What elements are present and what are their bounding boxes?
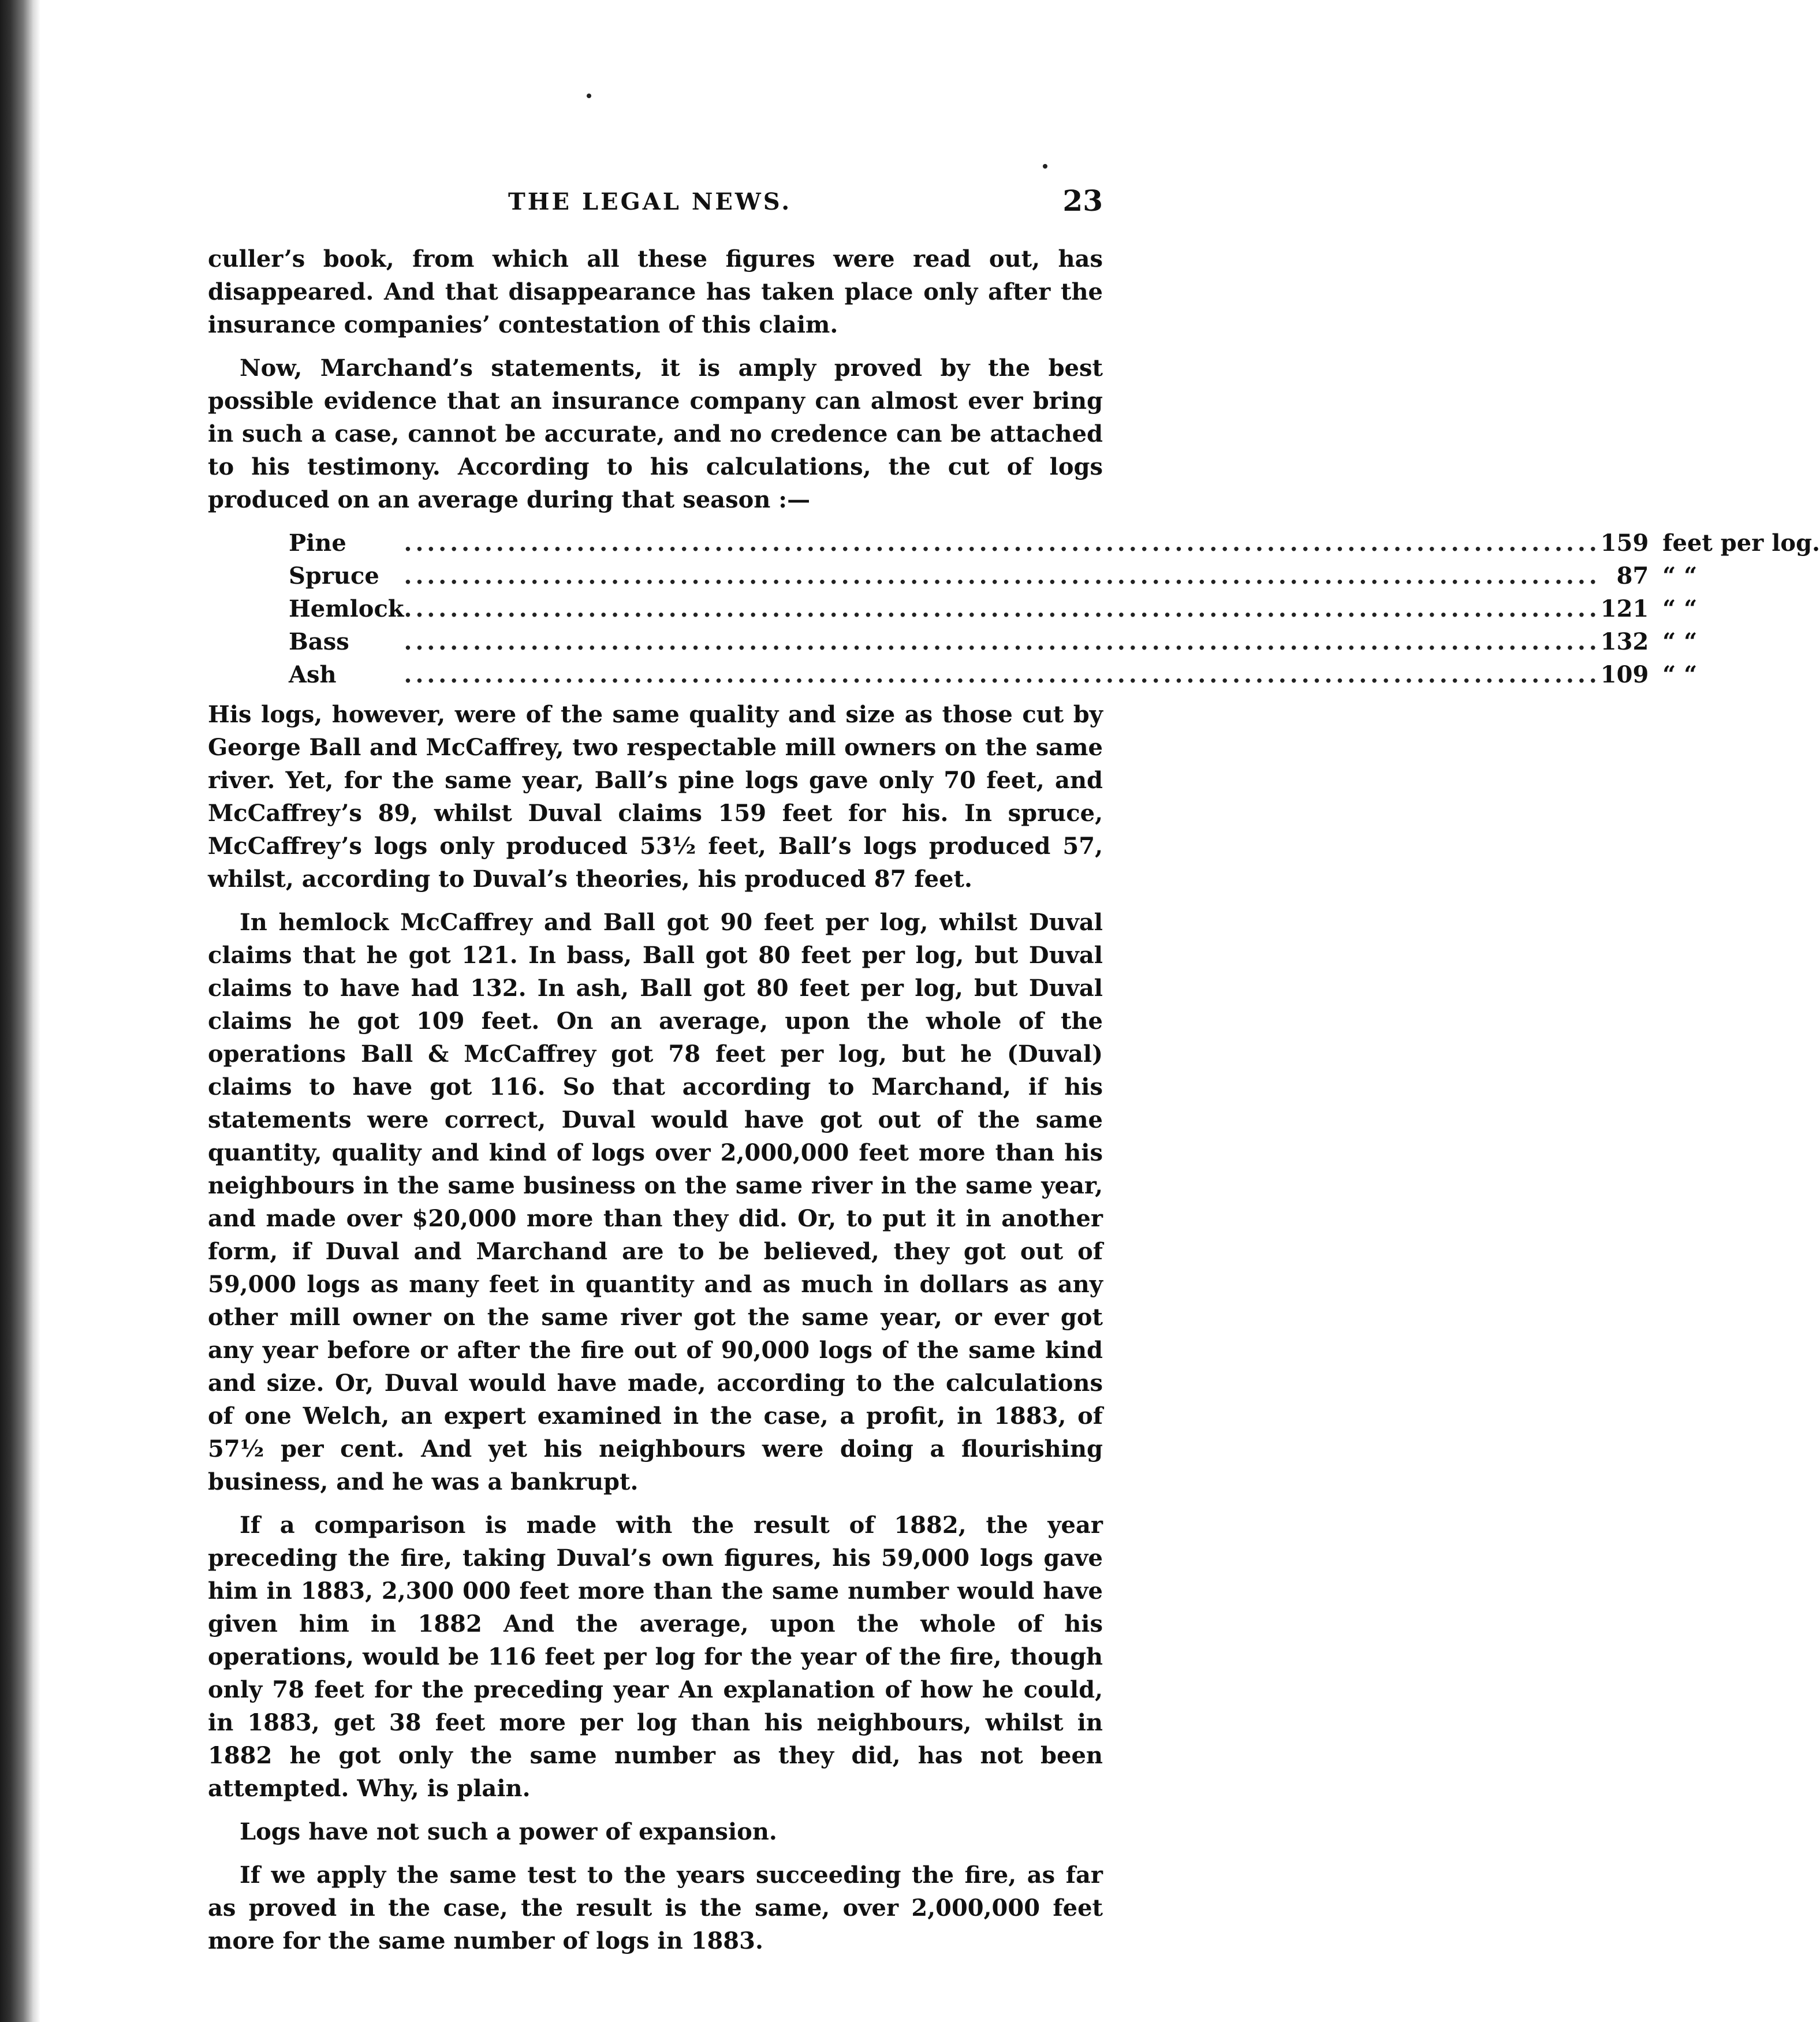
wood-name: Spruce <box>289 562 379 590</box>
feet-value: 121 <box>1600 595 1649 622</box>
table-row <box>289 559 1820 592</box>
ink-speck <box>1043 164 1047 169</box>
unit-label: “ “ <box>1662 661 1698 688</box>
page-number: 23 <box>1062 184 1103 218</box>
wood-name: Bass <box>289 628 349 655</box>
wood-name: Pine <box>289 529 346 557</box>
feet-value: 87 <box>1616 562 1649 590</box>
dot-leader <box>404 625 1601 658</box>
dot-leader <box>404 559 1601 592</box>
unit-label: “ “ <box>1662 595 1698 622</box>
paragraph: culler’s book, from which all these figures were read out, has disappeared. And that disappearance has taken place only after the insurance companies’ contestation of this claim. <box>208 245 1103 338</box>
article-body <box>208 243 1820 1968</box>
feet-value: 159 <box>1600 529 1649 557</box>
paragraph: In hemlock McCaffrey and Ball got 90 feet per log, whilst Duval claims that he got 121. In bass, Ball got 80 feet per log, but Duval claims to have had 132. In ash, Ball got 80 feet per log, but Duval claims he got 109 feet. On an average, upon the whole of the operations Ball & McCaffrey got 78 feet per log, but he (Duval) claims to have got 116. So that according to Marchand, if his statements were correct, Duval would have got out of the same quantity, quality and kind of logs over 2,000,000 feet more than his neighbours in the same business on the same river in the same year, and made over $20,000 more than they did. Or, to put it in another form, if Duval and Marchand are to be believed, they got out of 59,000 logs as many feet in quantity and as much in dollars as any other mill owner on the same river got the same year, or ever got any year before or after the fire out of 90,000 logs of the same kind and size. Or, Duval would have made, according to the calculations of one Welch, an expert examined in the case, a profit, in 1883, of 57½ per cent. And yet his neighbours were doing a flourishing business, and he was a bankrupt. <box>208 909 1103 1495</box>
dot-leader <box>404 658 1601 691</box>
feet-value: 109 <box>1600 661 1649 688</box>
binding-edge <box>0 0 40 2022</box>
unit-label: “ “ <box>1662 628 1698 655</box>
running-title: THE LEGAL NEWS. <box>508 188 792 215</box>
page-header <box>208 184 1103 230</box>
dot-leader <box>404 527 1601 559</box>
unit-label: “ “ <box>1662 562 1698 590</box>
table-row <box>289 658 1820 691</box>
wood-name: Hemlock <box>289 595 404 622</box>
feet-value: 132 <box>1600 628 1649 655</box>
paragraph: If we apply the same test to the years succeeding the fire, as far as proved in the case, the result is the same, over 2,000,000 feet more for the same number of logs in 1883. <box>208 1861 1103 1954</box>
table-row <box>289 527 1820 559</box>
paragraph: Logs have not such a power of expansion. <box>240 1818 777 1845</box>
dot-leader <box>404 592 1601 625</box>
table-row <box>289 592 1820 625</box>
paragraph: His logs, however, were of the same quality and size as those cut by George Ball and McCaffrey, two respectable mill owners on the same river. Yet, for the same year, Ball’s pine logs gave only 70 feet, and McCaffrey’s 89, whilst Duval claims 159 feet for his. In spruce, McCaffrey’s logs only produced 53½ feet, Ball’s logs produced 57, whilst, according to Duval’s theories, his produced 87 feet. <box>208 701 1103 893</box>
table-row <box>289 625 1820 658</box>
wood-name: Ash <box>289 661 337 688</box>
ink-speck <box>587 94 591 98</box>
paragraph: If a comparison is made with the result of 1882, the year preceding the fire, taking Duval’s own figures, his 59,000 logs gave him in 1883, 2,300 000 feet more than the same number would have given him in 1882 And the average, upon the whole of his operations, would be 116 feet per log for the year of the fire, though only 78 feet for the preceding year An explanation of how he could, in 1883, get 38 feet more per log than his neighbours, whilst in 1882 he got only the same number as they did, has not been attempted. Why, is plain. <box>208 1512 1103 1802</box>
paragraph: Now, Marchand’s statements, it is amply proved by the best possible evidence that an insurance company can almost ever bring in such a case, cannot be accurate, and no credence can be attached to his testimony. According to his calculations, the cut of logs produced on an average during that season :— <box>208 355 1103 513</box>
logs-yield-table <box>289 527 1820 691</box>
unit-label: feet per log. <box>1662 529 1820 557</box>
